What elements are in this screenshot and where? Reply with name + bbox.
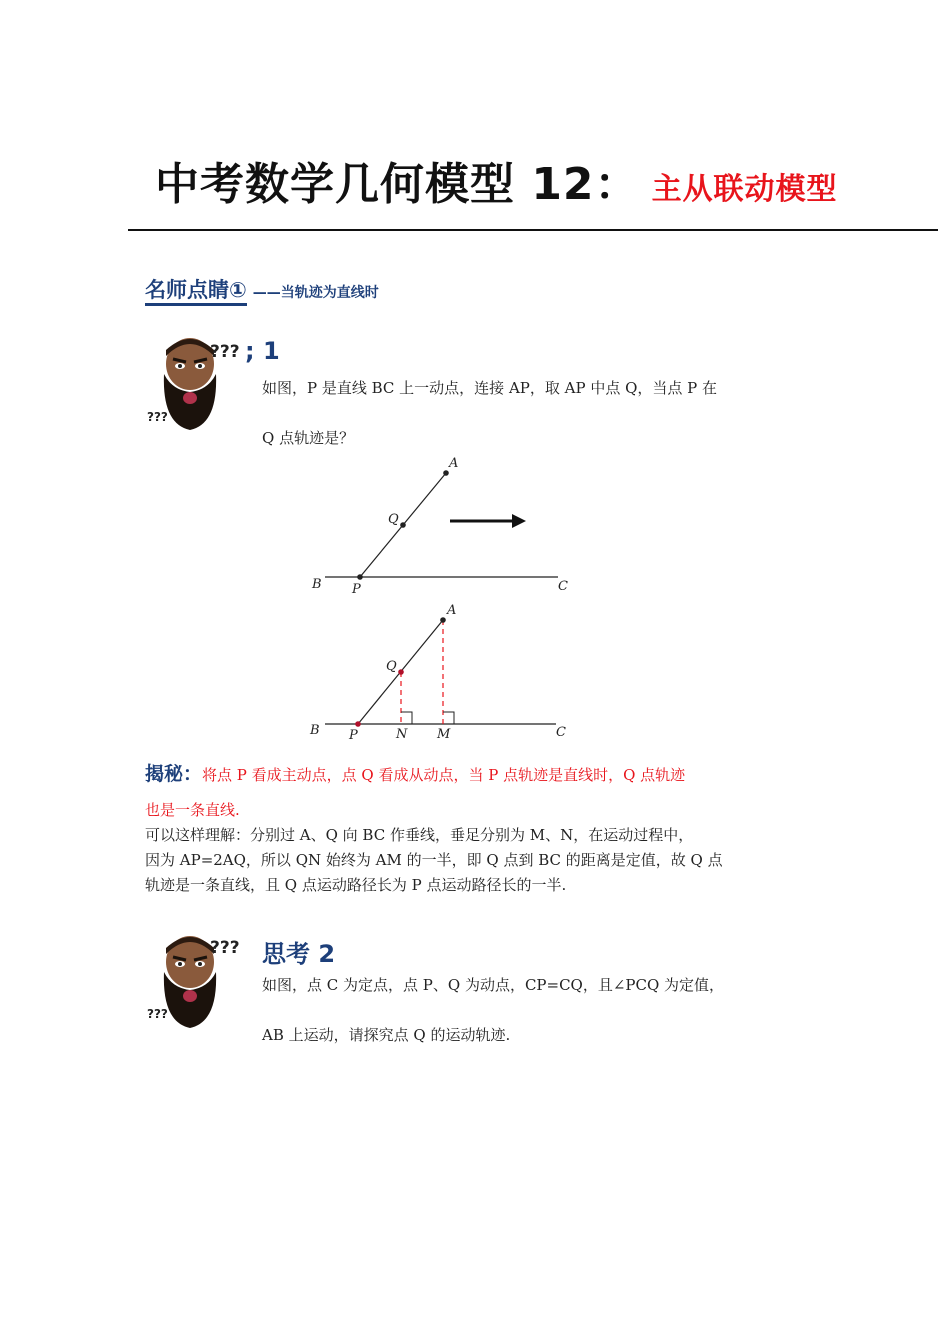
label-q: Q [386,659,397,674]
think2-title: 思考 2 [262,940,336,968]
point-a [440,617,446,623]
title-main: 中考数学几何模型 12： [155,159,640,210]
label-m: M [437,727,451,742]
think1-text-line2: Q 点轨迹是？ [262,429,355,447]
think2-text-line2: AB 上运动，请探究点 Q 的运动轨迹. [262,1026,511,1044]
section-subheading: ——当轨迹为直线时 [252,285,379,301]
question-marks: ??? [210,342,240,362]
label-b: B [310,723,320,738]
reveal-label: 揭秘： [145,763,203,785]
reveal-line3: 可以这样理解：分别过 A、Q 向 BC 作垂线，垂足分别为 M、N，在运动过程中， [145,826,694,844]
section-heading [145,274,379,304]
reveal-line4: 因为 AP=2AQ，所以 QN 始终为 AM 的一半，即 Q 点到 BC 的距离是定值，故 Q 点 [145,851,723,869]
reveal-red-line2: 也是一条直线. [145,801,240,819]
point-q [400,522,406,528]
figure-1 [300,450,600,600]
right-angle-m [443,712,454,724]
figure-2 [300,598,600,748]
point-a [443,470,449,476]
section-heading-main: 名师点睛① [145,278,247,306]
right-angle-n [401,712,412,724]
think1-title: ; 1 [245,337,280,365]
label-a: A [449,456,459,471]
point-p [355,721,361,727]
label-a: A [447,603,457,618]
reveal-line1 [145,762,685,788]
label-n: N [396,727,408,742]
think2-text-line1: 如图，点 C 为定点，点 P、Q 为动点，CP=CQ，且∠PCQ 为定值， [262,976,725,994]
label-p: P [349,728,358,743]
think1-text-line1: 如图，P 是直线 BC 上一动点，连接 AP，取 AP 中点 Q，当点 P 在 [262,379,718,397]
title-sub: 主从联动模型 [651,172,838,207]
label-c: C [558,579,568,594]
label-b: B [312,577,322,592]
small-question-marks: ??? [147,410,168,424]
small-question-marks: ??? [147,1007,168,1021]
point-q [398,669,404,675]
point-p [357,574,363,580]
title-divider [128,229,938,231]
question-marks: ??? [210,938,240,958]
label-p: P [352,582,361,597]
label-c: C [556,725,566,740]
label-q: Q [388,512,399,527]
page-title [155,148,838,212]
arrow-right-icon [512,514,526,528]
reveal-red-line1: 将点 P 看成主动点，点 Q 看成从动点，当 P 点轨迹是直线时，Q 点轨迹 [202,766,686,784]
reveal-line5: 轨迹是一条直线，且 Q 点运动路径长为 P 点运动路径长的一半. [145,876,567,894]
